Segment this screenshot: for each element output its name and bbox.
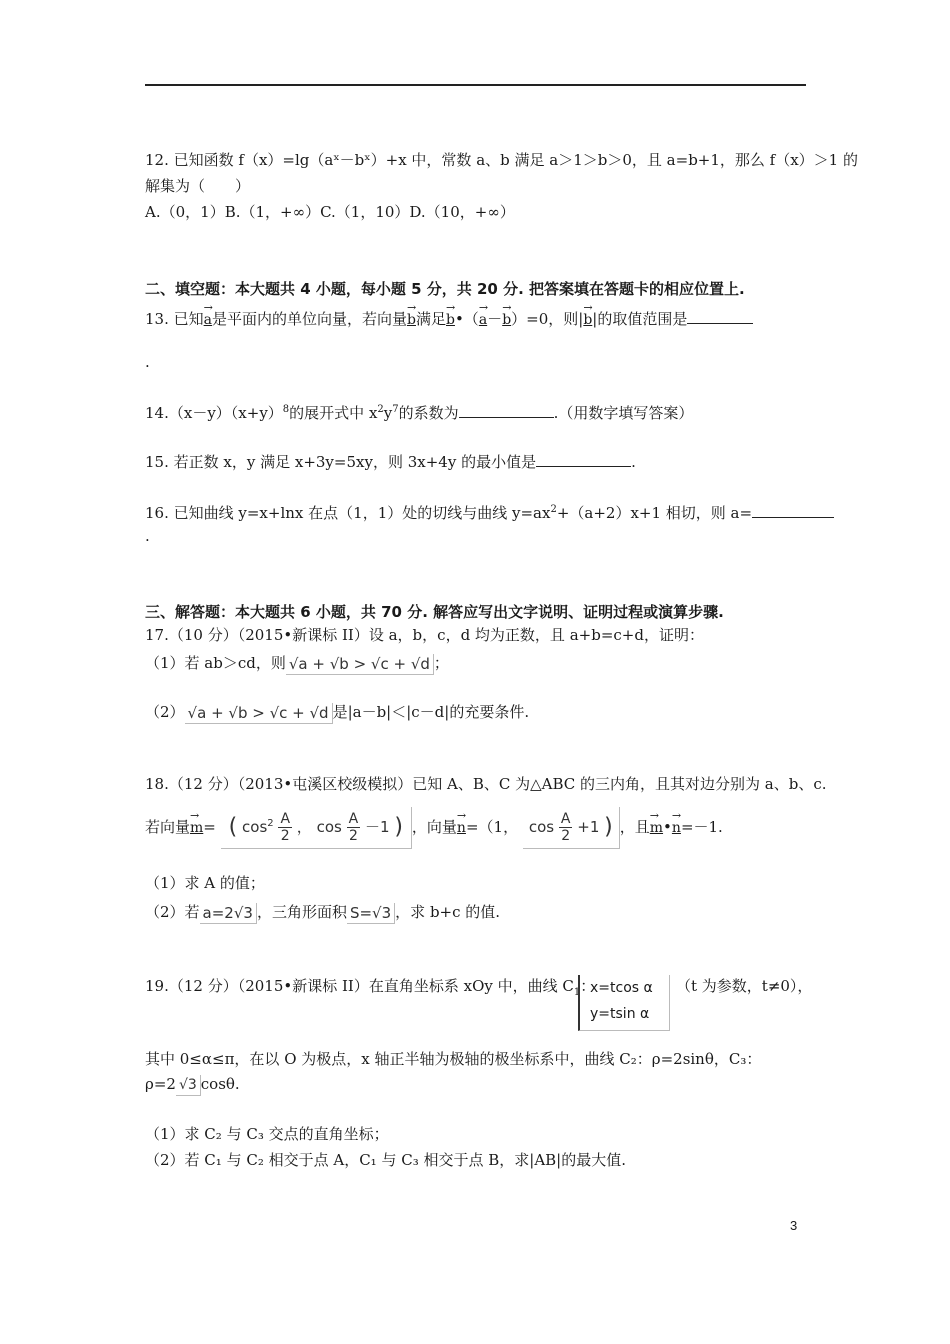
q14-sup2: 2: [377, 404, 384, 415]
q13-p1: 13. 已知: [145, 310, 204, 328]
q16-sup: 2: [550, 504, 557, 515]
q19-t1: 19.（12 分）（2015•新课标 II）在直角坐标系 xOy 中，曲线 C: [145, 977, 574, 995]
q19-t3: （t 为参数，t≠0），: [676, 977, 813, 995]
q18-t1: 若向量: [145, 818, 191, 836]
frac-num: A: [280, 811, 291, 827]
q13-p3: 满足: [415, 310, 446, 328]
frac-den: 2: [280, 828, 290, 844]
q13-p6: ）=0，则|: [511, 310, 584, 328]
cos-label: cos: [528, 818, 555, 836]
vector-b: → b: [407, 300, 416, 330]
q13-p5: －: [487, 310, 503, 328]
area-formula: S=√3: [347, 903, 395, 924]
frac-den: 2: [561, 828, 571, 844]
q17-p1a: （1）若 ab＞cd，则: [145, 654, 286, 672]
frac-num: A: [348, 811, 359, 827]
page-number: 3: [790, 1218, 798, 1233]
answer-blank: [687, 308, 753, 324]
q15-t2: .: [631, 453, 636, 471]
q14-t2: 的展开式中 x: [289, 404, 378, 422]
plus-one: +1: [577, 818, 600, 836]
vector-n-formula: cos $\frac{A}{2}$ +1 ): [523, 807, 620, 849]
vector-b: → b: [446, 300, 455, 330]
q18-t5: =－1.: [680, 818, 723, 836]
q14-sup3: 7: [392, 404, 399, 415]
cos-square: 2: [267, 818, 274, 829]
q15-t1: 15. 若正数 x，y 满足 x+3y=5xy，则 3x+4y 的最小值是: [145, 453, 537, 471]
vector-m: → m: [190, 811, 203, 835]
top-rule: [145, 84, 806, 86]
q19-sub1: 1: [573, 987, 581, 998]
parametric-equation-system: [578, 975, 670, 1031]
fraction-a-over-2: [559, 811, 573, 844]
q18-sub1: （1）求 A 的值；: [145, 874, 265, 892]
q15-line: [145, 451, 636, 472]
q19-sub1: （1）求 C₂ 与 C₃ 交点的直角坐标；: [145, 1125, 389, 1143]
section3-heading: 三、解答题：本大题共 6 小题，共 70 分. 解答应写出文字说明、证明过程或演算步骤.: [145, 603, 724, 621]
q14-line: [145, 400, 693, 423]
q13-p7: |的取值范围是: [592, 310, 688, 328]
q13-p2: 是平面内的单位向量，若向量: [211, 310, 407, 328]
q14-t4: 的系数为: [398, 404, 459, 422]
q17-sub1: [145, 653, 449, 675]
q18-t2: ，向量: [411, 818, 457, 836]
section2-heading: 二、填空题：本大题共 4 小题，每小题 5 分，共 20 分. 把答案填在答题卡的相应位置上.: [145, 280, 745, 298]
answer-blank: [536, 451, 631, 467]
q17-sub2: [145, 702, 529, 724]
answer-blank: [459, 402, 554, 418]
q19-line1: [145, 976, 595, 1003]
vector-m: → m: [650, 811, 663, 835]
q19-line3: [145, 1074, 240, 1096]
q18-intro: 18.（12 分）（2013•屯溪区校级模拟）已知 A、B、C 为△ABC 的三内角，且其对边分别为 a、b、c.: [145, 775, 827, 793]
q16-t1: 16. 已知曲线 y=x+lnx 在点（1，1）处的切线与曲线 y=ax: [145, 504, 551, 522]
sqrt-inequality-formula: √a + √b > √c + √d: [185, 703, 333, 724]
sqrt-inequality-formula: √a + √b > √c + √d: [286, 654, 434, 675]
q13-p4: •（: [454, 310, 479, 328]
q18-sub2a: （2）若: [145, 903, 200, 921]
q19-sub2: （2）若 C₁ 与 C₂ 相交于点 A，C₁ 与 C₃ 相交于点 B，求|AB|的最大值.: [145, 1151, 627, 1169]
sqrt3-formula: √3: [176, 1075, 201, 1096]
q19-l3c: cosθ.: [200, 1075, 240, 1093]
q14-t5: .（用数字填写答案）: [553, 404, 694, 422]
q16-end: .: [145, 527, 150, 545]
vector-a: → a: [479, 300, 487, 330]
q14-t3: y: [383, 404, 393, 422]
q18-t3: =（1，: [465, 818, 519, 836]
vector-b: → b: [502, 300, 511, 330]
answer-blank: [752, 502, 834, 518]
fraction-a-over-2: [347, 811, 361, 844]
q16-t2: +（a+2）x+1 相切，则 a=: [556, 504, 753, 522]
vector-m-formula: ( $\cos^2$ $\frac{A}{2}$ ， cos $\frac{A}{2}$ －1 ): [221, 807, 412, 849]
q19-line2: 其中 0≤α≤π，在以 O 为极点，x 轴正半轴为极轴的极坐标系中，曲线 C₂：ρ=2sinθ，C₃：: [145, 1050, 762, 1068]
comma: ，: [296, 818, 312, 836]
param-eq-x: x=tcos α: [590, 980, 653, 996]
cos-label: cos: [242, 818, 268, 836]
q12-line1: 12. 已知函数 f（x）=lg（aˣ－bˣ）+x 中，常数 a、b 满足 a＞1＞b＞0，且 a=b+1，那么 f（x）＞1 的: [145, 151, 858, 169]
q18-vectors: [145, 804, 723, 852]
frac-num: A: [560, 811, 571, 827]
q18-sub2c: ，求 b+c 的值.: [395, 903, 501, 921]
minus-one: －1: [364, 818, 390, 836]
q18-eq: =: [203, 818, 216, 836]
q19-t2: ：: [580, 977, 596, 995]
q14-sup1: 8: [282, 404, 290, 415]
q18-sub2b: ，三角形面积: [256, 903, 347, 921]
cos-label: cos: [316, 818, 342, 836]
q12-options: A.（0，1）B.（1，+∞）C.（1，10）D.（10，+∞）: [145, 203, 515, 221]
q17-p2b: 是|a－b|＜|c－d|的充要条件.: [332, 703, 530, 721]
fraction-a-over-2: [278, 811, 292, 844]
q18-t4: ，且: [619, 818, 650, 836]
param-eq-y: y=tsin α: [590, 1006, 650, 1022]
vector-a: → a: [204, 300, 212, 330]
vector-b: → b: [583, 300, 592, 330]
q19-l3a: ρ=2: [145, 1075, 176, 1093]
vector-n: → n: [457, 811, 466, 835]
frac-den: 2: [348, 828, 358, 844]
a-equals-formula: a=2√3: [200, 903, 257, 924]
q12-line2: 解集为（ ）: [145, 177, 251, 195]
vector-n: → n: [672, 811, 681, 835]
q13-end: .: [145, 353, 150, 371]
q14-t1: 14.（x－y）（x+y）: [145, 404, 283, 422]
q13-line: [145, 300, 753, 330]
q17-intro: 17.（10 分）（2015•新课标 II）设 a，b，c，d 均为正数，且 a+b=c+d，证明：: [145, 626, 704, 644]
q16-line: [145, 500, 834, 523]
q18-dot: •: [663, 818, 672, 836]
q17-p1b: ；: [433, 654, 449, 672]
q18-sub2: [145, 902, 500, 924]
q17-p2a: （2）: [145, 703, 185, 721]
